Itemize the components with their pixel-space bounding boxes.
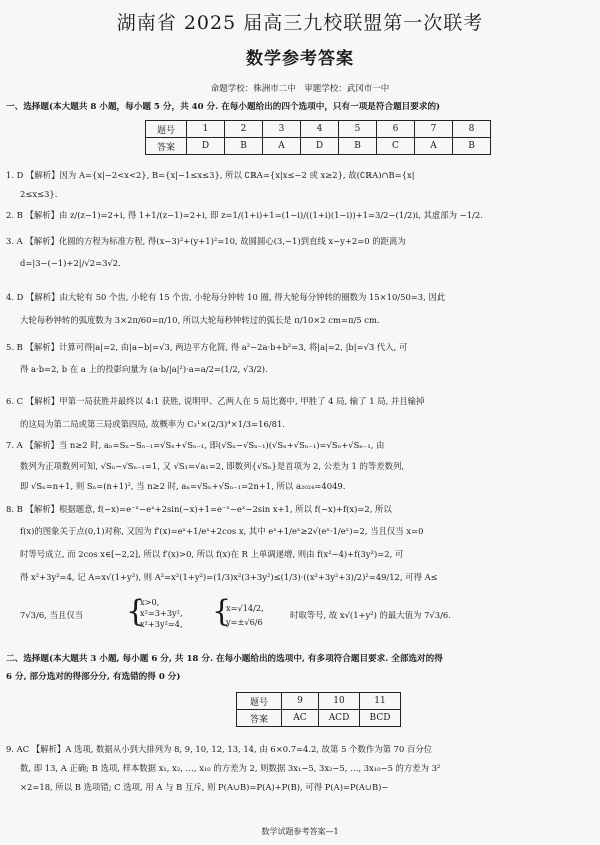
solution-line: ×2=18, 所以 B 选项错; C 选项, 用 A 与 B 互斥, 则 P(A∪B)=P(A)+P(B), 可得 P(A)=P(A∪B)− bbox=[20, 782, 389, 792]
schools-line: 命题学校：株洲市二中 审题学校：武冈市一中 bbox=[210, 84, 390, 94]
solution-line: d=|3−(−1)+2|/√2=3√2. bbox=[20, 258, 121, 268]
solution-q6 bbox=[6, 392, 594, 437]
row-label: 答案 bbox=[237, 710, 282, 727]
question-number: 10 bbox=[319, 693, 360, 710]
solution-line: 2. B 【解析】由 z/(z−1)=2+i, 得 1+1/(z−1)=2+i, 即 z=1/(1+i)+1=(1−i)/((1+i)(1−i))+1=3/2−(1/2)i, 其虚部为 −1/2. bbox=[6, 210, 483, 220]
solution-line: 7. A 【解析】当 n≥2 时, aₙ=Sₙ−Sₙ₋₁=√Sₙ+√Sₙ₋₁, 即(√Sₙ−√Sₙ₋₁)(√Sₙ+√Sₙ₋₁)=√Sₙ+√Sₙ₋₁, 由 bbox=[6, 440, 385, 450]
row-label: 题号 bbox=[146, 121, 187, 138]
question-number: 11 bbox=[360, 693, 401, 710]
question-number: 8 bbox=[453, 121, 491, 138]
page-footer: 数学试题参考答案—1 bbox=[261, 827, 339, 836]
solution-q7 bbox=[6, 436, 594, 496]
section1-answer-table bbox=[145, 120, 491, 155]
solution-line: 9. AC 【解析】A 选项, 数据从小到大排列为 8, 9, 10, 12, 13, 14, 由 6×0.7=4.2, 故第 5 个数作为第 70 百分位 bbox=[6, 744, 433, 754]
solution-line: 8. B 【解析】根据题意, f(−x)=e⁻ˣ−eˣ+2sin(−x)+1=e⁻ˣ−eˣ−2sin x+1, 所以 f(−x)+f(x)=2, 所以 bbox=[6, 504, 392, 514]
solution-line: 大轮每秒钟转的弧度数为 3×2π/60=π/10, 所以大轮每秒钟转过的弧长是 π/10×2 cm=π/5 cm. bbox=[20, 315, 380, 325]
table-row bbox=[237, 693, 401, 710]
solution-q2 bbox=[6, 206, 594, 225]
section1-heading: 一、选择题(本大题共 8 小题，每小题 5 分，共 40 分. 在每小题给出的四个选项中，只有一项是符合题目要求的) bbox=[6, 102, 441, 112]
solution-line: 的这局为第二局或第三局或第四局, 故概率为 C₃¹×(2/3)⁴×1/3=16/81. bbox=[20, 419, 285, 429]
solution-line: 1. D 【解析】因为 A={x|−2<x<2}, B={x|−1≤x≤3}, 所以 ∁ℝA={x|x≤−2 或 x≥2}, 故(∁ℝA)∩B={x| bbox=[6, 170, 415, 180]
solution-q5 bbox=[6, 338, 594, 381]
q8-case-system-2 bbox=[226, 601, 264, 629]
answer-cell: B bbox=[339, 138, 377, 155]
solution-q3 bbox=[6, 232, 594, 275]
solution-line: 时等号成立, 而 2cos x∈[−2,2], 所以 f′(x)>0, 所以 f(x)在 R 上单调递增, 则由 f(x²−4)+f(3y²)=2, 可 bbox=[20, 549, 404, 559]
table-row bbox=[237, 710, 401, 727]
table-row bbox=[146, 138, 491, 155]
case-line: x>0, bbox=[140, 597, 160, 607]
row-label: 题号 bbox=[237, 693, 282, 710]
answer-cell: BCD bbox=[360, 710, 401, 727]
answer-cell: A bbox=[263, 138, 301, 155]
question-number: 5 bbox=[339, 121, 377, 138]
solution-line: 数列为正项数列可知, √Sₙ−√Sₙ₋₁=1, 又 √S₁=√a₁=2, 即数列{√Sₙ}是首项为 2, 公差为 1 的等差数列, bbox=[20, 461, 405, 471]
q8-lead: 7√3/6, 当且仅当 bbox=[20, 610, 83, 620]
answer-cell: ACD bbox=[319, 710, 360, 727]
question-number: 2 bbox=[225, 121, 263, 138]
solution-line: 5. B 【解析】计算可得|a|=2, 由|a−b|=√3, 两边平方化简, 得 a²−2a·b+b²=3, 将|a|=2, |b|=√3 代入, 可 bbox=[6, 342, 408, 352]
table-row bbox=[146, 121, 491, 138]
q8-case-system-1 bbox=[140, 597, 183, 630]
heading-line: 二、选择题(本大题共 3 小题, 每小题 6 分, 共 18 分. 在每小题给出的选项中, 有多项符合题目要求. 全部选对的得 bbox=[6, 654, 443, 664]
brace-icon: { bbox=[126, 594, 146, 629]
section2-answer-table bbox=[236, 692, 401, 727]
question-number: 3 bbox=[263, 121, 301, 138]
case-line: x²=3+3y², bbox=[140, 608, 183, 618]
solution-q4 bbox=[6, 288, 594, 333]
solution-line: 3. A 【解析】化圆的方程为标准方程, 得(x−3)²+(y+1)²=10, 故圆圆心(3,−1)到直线 x−y+2=0 的距离为 bbox=[6, 236, 406, 246]
question-number: 4 bbox=[301, 121, 339, 138]
solution-line: 2≤x≤3}. bbox=[20, 189, 58, 199]
question-number: 9 bbox=[282, 693, 319, 710]
q8-tail: 时取等号, 故 x√(1+y²) 的最大值为 7√3/6. bbox=[290, 610, 451, 620]
solution-line: 数, 即 13, A 正确; B 选项, 样本数据 x₁, x₂, …, x₁₀ 的方差为 2, 则数据 3x₁−5, 3x₂−5, …, 3x₁₀−5 的方差为 3² bbox=[20, 763, 441, 773]
answer-cell: D bbox=[301, 138, 339, 155]
question-number: 6 bbox=[377, 121, 415, 138]
row-label: 答案 bbox=[146, 138, 187, 155]
case-line: x²+3y²=4, bbox=[140, 619, 183, 629]
solution-line: 4. D 【解析】由大轮有 50 个齿, 小轮有 15 个齿, 小轮每分钟转 10 圈, 得大轮每分钟转的圈数为 15×10/50=3, 因此 bbox=[6, 292, 446, 302]
brace-icon: { bbox=[212, 594, 232, 629]
answer-cell: C bbox=[377, 138, 415, 155]
answer-cell: B bbox=[453, 138, 491, 155]
answer-cell: D bbox=[187, 138, 225, 155]
page-title: 湖南省 2025 届高三九校联盟第一次联考 bbox=[116, 12, 484, 34]
solution-q9 bbox=[6, 740, 594, 797]
heading-line: 6 分, 部分选对的得部分分, 有选错的得 0 分) bbox=[6, 672, 181, 682]
section2-heading bbox=[6, 650, 596, 686]
case-line: y=±√6/6 bbox=[226, 617, 263, 627]
solution-q8 bbox=[6, 500, 594, 589]
question-number: 1 bbox=[187, 121, 225, 138]
answer-cell: A bbox=[415, 138, 453, 155]
solution-q1 bbox=[6, 166, 594, 204]
solution-line: 即 √Sₙ=n+1, 则 Sₙ=(n+1)², 当 n≥2 时, aₙ=√Sₙ+√Sₙ₋₁=2n+1, 所以 a₂₀₂₄=4049. bbox=[20, 481, 346, 491]
solution-line: f(x)的图象关于点(0,1)对称, 又因为 f′(x)=eˣ+1/eˣ+2cos x, 其中 eˣ+1/eˣ≥2√(eˣ·1/eˣ)=2, 当且仅当 x=0 bbox=[20, 526, 424, 536]
answer-cell: B bbox=[225, 138, 263, 155]
solution-line: 得 a·b=2, b 在 a 上的投影向量为 (a·b/|a|²)·a=a/2=(1/2, √3/2). bbox=[20, 364, 268, 374]
answer-cell: AC bbox=[282, 710, 319, 727]
solution-line: 得 x²+3y²=4, 记 A=x√(1+y²), 则 A²=x²(1+y²)=(1/3)x²(3+3y²)≤(1/3)·((x²+3y²+3)/2)²=49/12, 可得 A≤ bbox=[20, 572, 438, 582]
case-line: x=√14/2, bbox=[226, 603, 264, 613]
solution-line: 6. C 【解析】甲第一局获胜并最终以 4:1 获胜, 说明甲、乙两人在 5 局比赛中, 甲胜了 4 局, 输了 1 局, 并且输掉 bbox=[6, 396, 425, 406]
question-number: 7 bbox=[415, 121, 453, 138]
page-subtitle: 数学参考答案 bbox=[246, 49, 354, 69]
